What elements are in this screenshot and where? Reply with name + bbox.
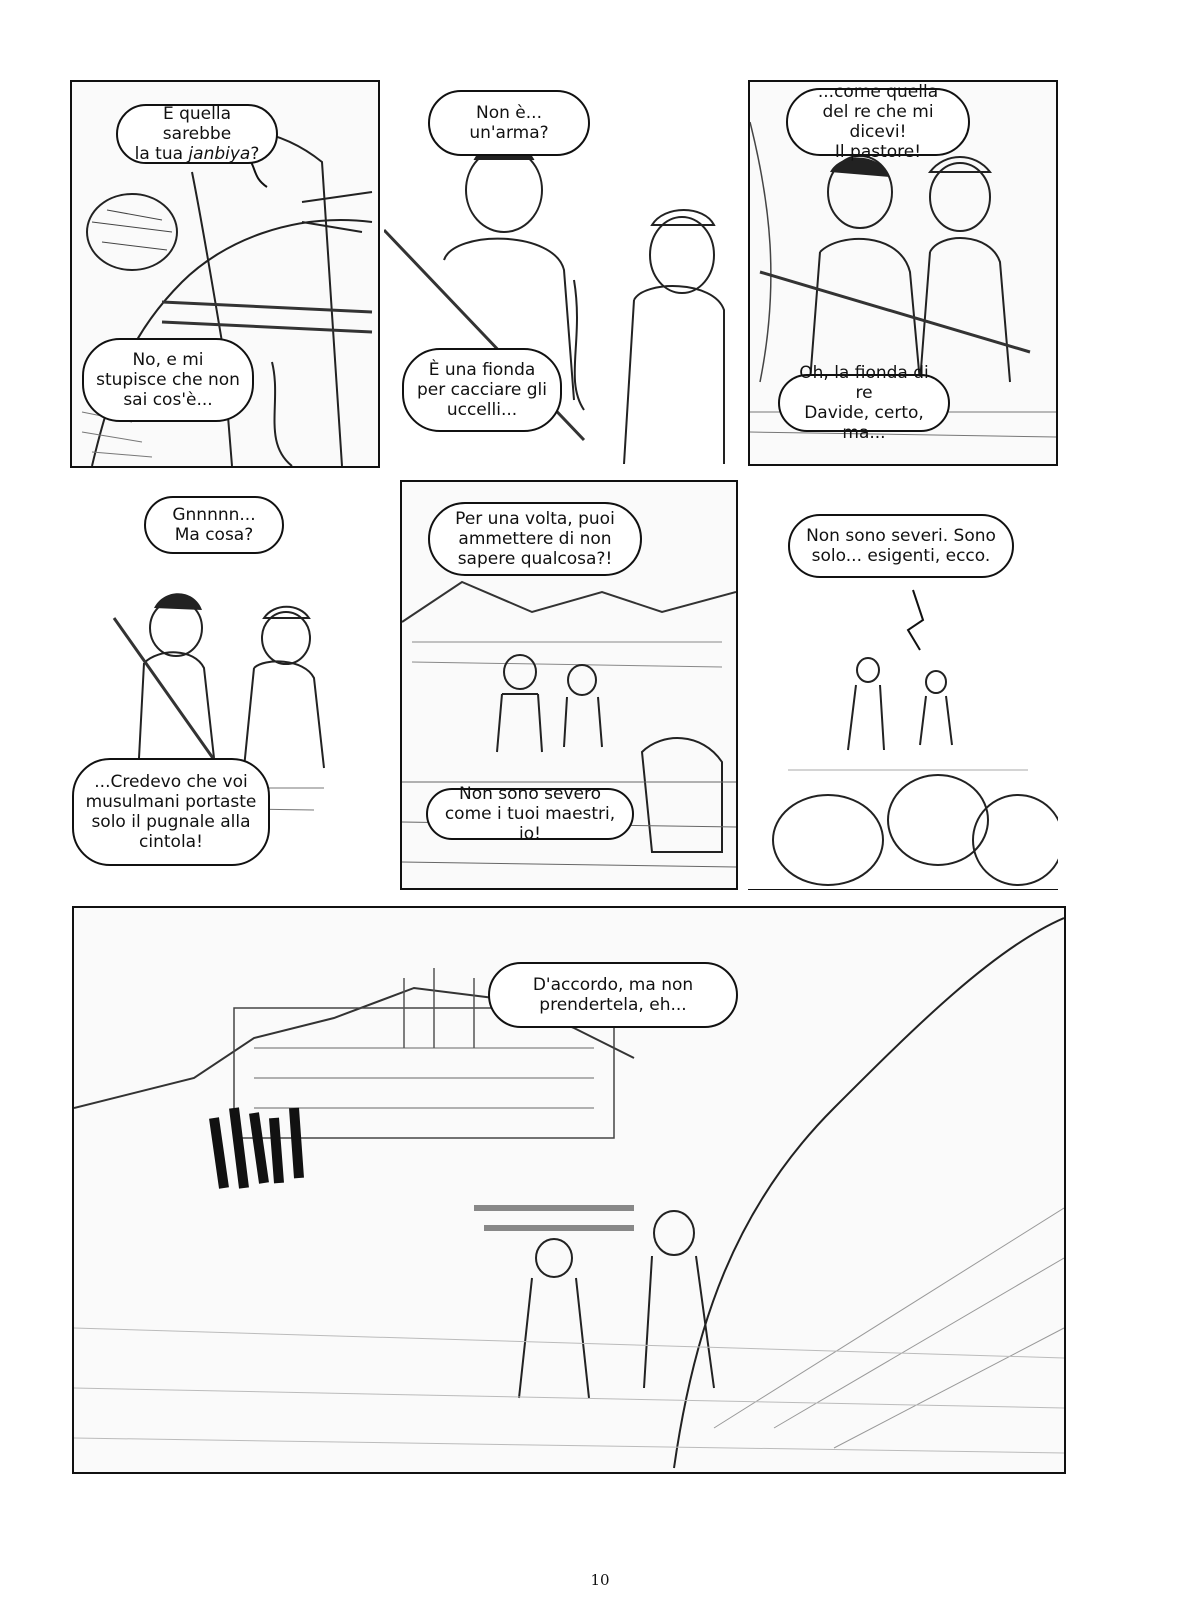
- balloon-text: Oh, la fionda di re Davide, certo, ma...: [799, 363, 929, 443]
- page-number: 10: [590, 1571, 610, 1589]
- comic-panel-4: [64, 488, 384, 882]
- balloon-text: D'accordo, ma non prendertela, eh...: [532, 975, 694, 1015]
- balloon-text: Non sono severi. Sono solo... esigenti, ecco.: [806, 526, 996, 566]
- speech-balloon: [788, 514, 1014, 578]
- balloon-text: Non è... un'arma?: [469, 103, 549, 143]
- balloon-text: Gnnnnn... Ma cosa?: [172, 505, 256, 545]
- speech-balloon: [426, 784, 634, 844]
- balloon-text: Non sono severo come i tuoi maestri, io!: [444, 784, 616, 844]
- balloon-text: Per una volta, puoi ammettere di non sapere qualcosa?!: [455, 509, 615, 569]
- balloon-text: È una fionda per cacciare gli uccelli...: [417, 360, 547, 420]
- speech-balloon: [82, 338, 254, 422]
- speech-balloon: [428, 502, 642, 576]
- speech-balloon: [144, 496, 284, 554]
- balloon-text: ...come quella del re che mi dicevi! Il pastore!: [817, 82, 939, 162]
- comic-panel-3: [748, 80, 1058, 466]
- speech-balloon: [116, 104, 278, 164]
- balloon-text: ...Credevo che voi musulmani portaste solo il pugnale alla cintola!: [85, 772, 257, 852]
- speech-balloon: [72, 758, 270, 866]
- speech-balloon: [786, 82, 970, 162]
- comic-panel-5: [400, 480, 738, 890]
- comic-panel-1: [70, 80, 380, 468]
- comic-panel-6: [748, 500, 1058, 890]
- comic-panel-2: [384, 80, 738, 464]
- balloon-text: E quella sarebbe la tua janbiya?: [134, 104, 260, 164]
- balloon-text: No, e mi stupisce che non sai cos'è...: [96, 350, 240, 410]
- speech-balloon: [488, 962, 738, 1028]
- comic-panel-7: [72, 906, 1066, 1474]
- speech-balloon: [402, 348, 562, 432]
- thought-balloon: [428, 90, 590, 156]
- speech-balloon: [778, 363, 950, 443]
